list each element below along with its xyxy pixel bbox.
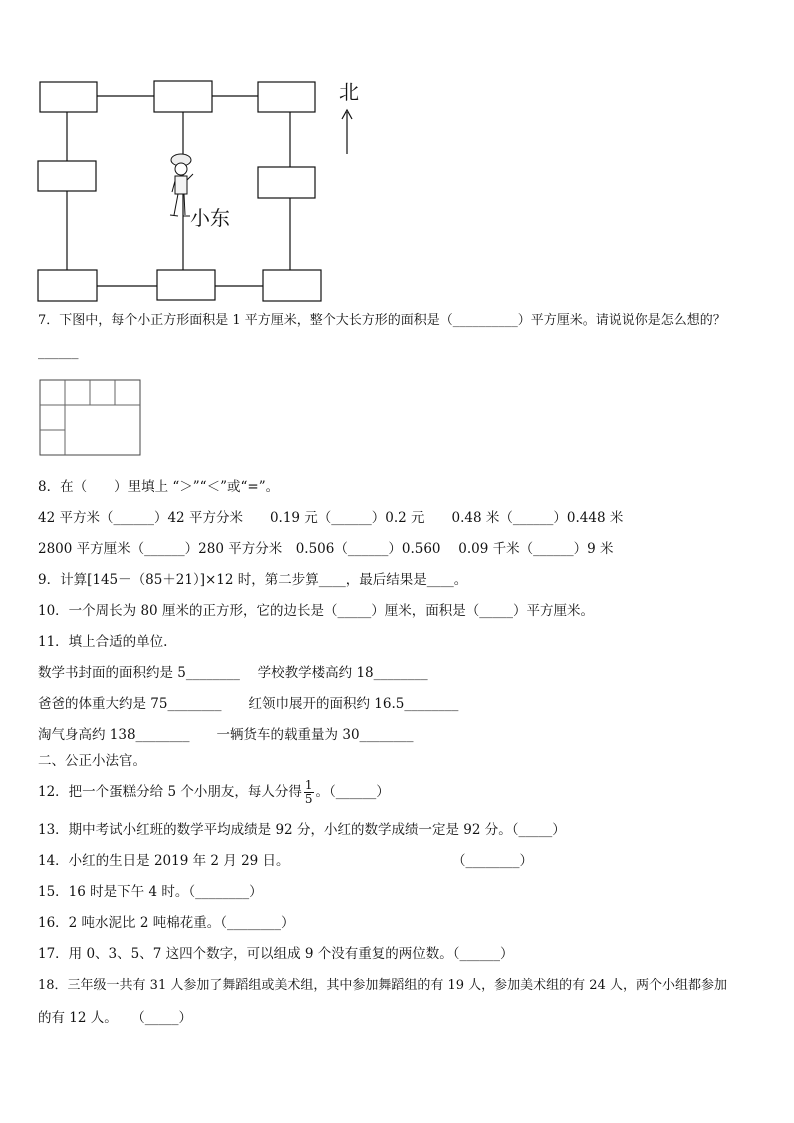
area-grid-diagram — [36, 378, 146, 458]
question-10-text: 10．一个周长为 80 厘米的正方形，它的边长是（_____）厘米，面积是（_____）平方厘米。 — [38, 603, 594, 619]
question-17-text: 17．用 0、3、5、7 这四个数字，可以组成 9 个没有重复的两位数。（______） — [38, 946, 514, 962]
fraction: $\frac{1}{5}$ — [304, 778, 313, 806]
question-8-row-2: 2800 平方厘米（______）280 平方分米 0.506（______）0.560 0.09 千米（______）9 米 — [38, 541, 614, 557]
question-12-after: 。（______） — [315, 784, 390, 800]
map-location-box — [258, 167, 315, 198]
person-label: 小东 — [190, 206, 230, 230]
map-location-box — [38, 161, 96, 191]
question-18-line-2: 的有 12 人。 （_____） — [38, 1010, 193, 1026]
north-label: 北 — [339, 80, 359, 104]
question-11-row-2: 爸爸的体重大约是 75________ 红领巾展开的面积约 16.5________ — [38, 696, 459, 712]
question-12-text — [38, 774, 390, 810]
map-location-box — [157, 270, 215, 300]
question-11-row-3: 淘气身高约 138________ 一辆货车的载重量为 30________ — [38, 727, 414, 743]
question-14-answer[interactable]: （________） — [452, 853, 533, 869]
map-location-box — [258, 82, 315, 112]
question-11-row-1: 数学书封面的面积约是 5________ 学校教学楼高约 18________ — [38, 665, 428, 681]
question-7-text: 7．下图中，每个小正方形面积是 1 平方厘米，整个大长方形的面积是（__________）平方厘米。请说说你是怎么想的？ — [38, 313, 726, 328]
question-15-text: 15．16 时是下午 4 时。（________） — [38, 884, 263, 900]
question-11-title: 11．填上合适的单位. — [38, 634, 168, 650]
location-map-diagram — [0, 0, 794, 310]
section-2-heading: 二、公正小法官。 — [38, 753, 146, 769]
map-location-box — [263, 270, 321, 301]
question-16-text: 16．2 吨水泥比 2 吨棉花重。（________） — [38, 915, 295, 931]
map-location-box — [154, 81, 212, 112]
question-9-text: 9．计算[145－（85＋21）]×12 时，第二步算____，最后结果是____。 — [38, 572, 468, 588]
question-12-before: 12．把一个蛋糕分给 5 个小朋友，每人分得 — [38, 784, 302, 800]
question-7-answer-line[interactable]: ______ — [38, 344, 79, 360]
question-8-title: 8．在（ ）里填上 “＞”“＜”或“=”。 — [38, 479, 280, 495]
map-location-box — [38, 270, 97, 301]
question-14-text: 14．小红的生日是 2019 年 2 月 29 日。 — [38, 853, 290, 869]
question-18-line-1: 18．三年级一共有 31 人参加了舞蹈组或美术组，其中参加舞蹈组的有 19 人，参加美术组的有 24 人，两个小组都参加 — [38, 978, 727, 993]
map-location-box — [40, 82, 97, 112]
question-13-text: 13．期中考试小红班的数学平均成绩是 92 分，小红的数学成绩一定是 92 分。（_____） — [38, 822, 566, 838]
question-8-row-1: 42 平方米（______）42 平方分米 0.19 元（______）0.2 元 0.48 米（______）0.448 米 — [38, 510, 624, 526]
